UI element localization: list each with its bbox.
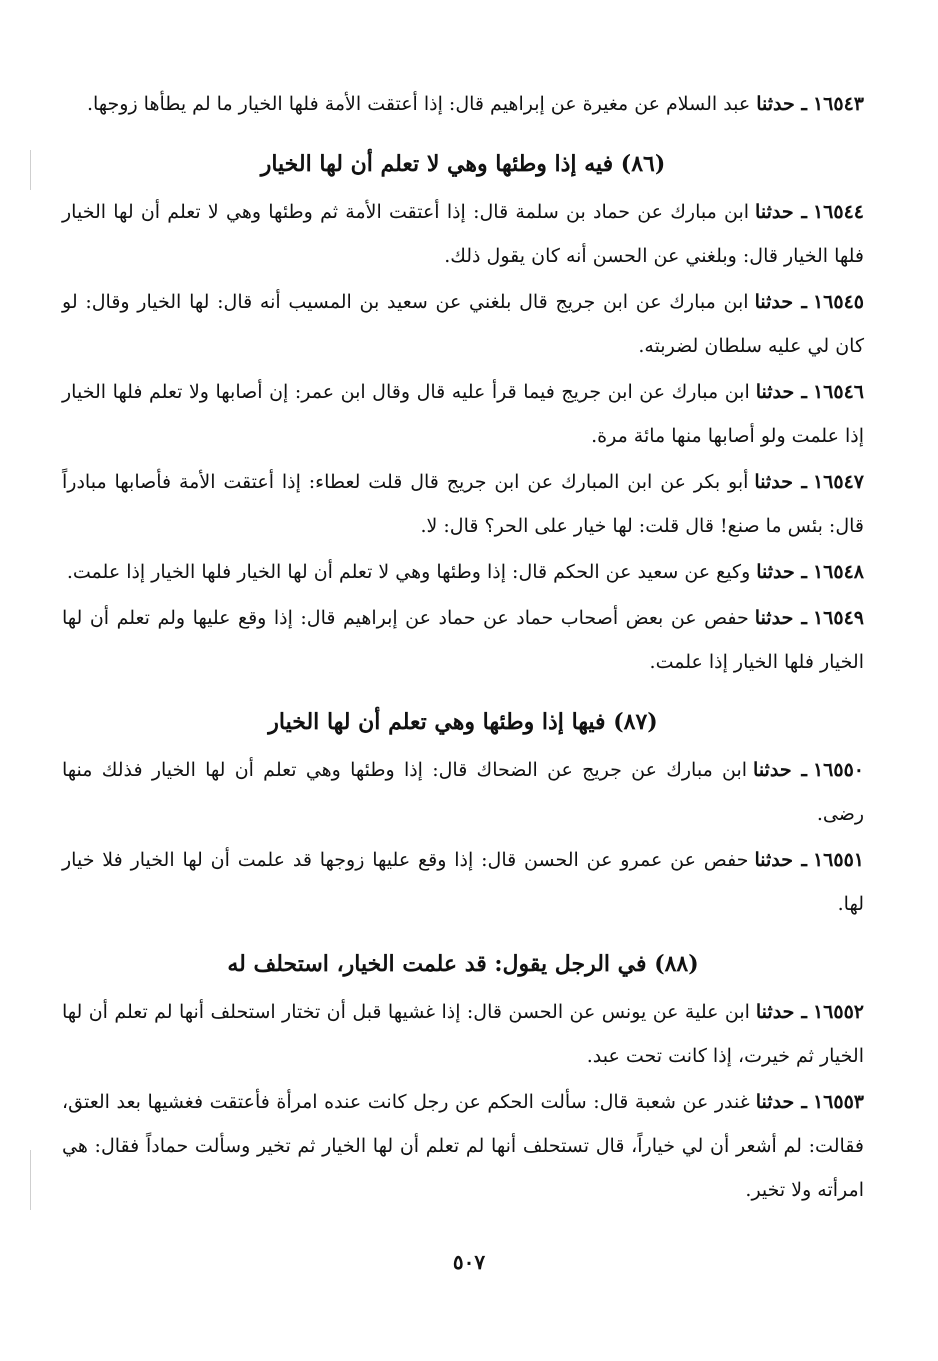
hadith-entry-16552 (62, 990, 864, 1078)
hadith-number: ١٦٥٤٥ (812, 291, 864, 313)
hadith-number: ١٦٥٤٩ (812, 607, 864, 629)
hadith-lead: ـ حدثنا (754, 849, 807, 871)
hadith-entry-16548 (62, 550, 864, 594)
hadith-number: ١٦٥٤٦ (812, 381, 864, 403)
hadith-lead: ـ حدثنا (755, 201, 807, 223)
hadith-number: ١٦٥٥٣ (812, 1091, 864, 1113)
hadith-entry-16546 (62, 370, 864, 458)
hadith-lead: ـ حدثنا (755, 1091, 807, 1113)
chapter-heading-88: (٨٨) في الرجل يقول: قد علمت الخيار، استحلف له (227, 951, 699, 977)
hadith-entry-16551 (62, 838, 864, 926)
document-page (62, 82, 864, 1214)
hadith-lead: ـ حدثنا (753, 759, 807, 781)
hadith-lead: ـ حدثنا (754, 291, 807, 313)
hadith-text: عبد السلام عن مغيرة عن إبراهيم قال: إذا أعتقت الأمة فلها الخيار ما لم يطأها زوجها. (86, 93, 751, 115)
hadith-number: ١٦٥٤٧ (812, 471, 864, 493)
hadith-text: حفص عن بعض أصحاب حماد عن حماد عن إبراهيم قال: إذا وقع عليها ولم تعلم أن لها الخيار فلها الخيار إذا علمت. (62, 607, 864, 673)
hadith-lead: ـ حدثنا (755, 381, 807, 403)
chapter-heading-87: (٨٧) فيها إذا وطئها وهي تعلم أن لها الخيار (268, 709, 658, 735)
hadith-entry-16545 (62, 280, 864, 368)
hadith-text: حفص عن عمرو عن الحسن قال: إذا وقع عليها زوجها قد علمت أن لها الخيار فلا خيار لها. (62, 849, 864, 915)
chapter-heading-86: (٨٦) فيه إذا وطئها وهي لا تعلم أن لها الخيار (260, 151, 666, 177)
hadith-entry-16547 (62, 460, 864, 548)
hadith-text: أبو بكر عن ابن المبارك عن ابن جريج قال قلت لعطاء: إذا أعتقت الأمة فأصابها مبادراً قال: بئس ما صنع! قال قلت: لها خيار على الحر؟ قال: لا. (62, 471, 864, 537)
hadith-text: غندر عن شعبة قال: سألت الحكم عن رجل كانت عنده امرأة فأعتقت فغشيها بعد العتق، فقالت: لم أشعر أن لي خياراً، قال تستحلف أنها لم تعلم أن لها الخيار ثم تخير وسألت حماداً فقال: هي امرأته ولا تخير. (62, 1091, 864, 1201)
hadith-entry-16550 (62, 748, 864, 836)
hadith-entry-16549 (62, 596, 864, 684)
page-edge-mark-top (30, 150, 31, 190)
hadith-lead: ـ حدثنا (756, 561, 807, 583)
hadith-number: ١٦٥٤٤ (812, 201, 864, 223)
hadith-text: ابن مبارك عن ابن جريج قال بلغني عن سعيد بن المسيب أنه قال: لها الخيار وقال: لو كان لي عليه سلطان لضربته. (62, 291, 864, 357)
hadith-lead: ـ حدثنا (754, 607, 807, 629)
hadith-lead: ـ حدثنا (756, 93, 807, 115)
hadith-text: ابن مبارك عن ابن جريج فيما قرأ عليه قال وقال ابن عمر: إن أصابها ولا تعلم فلها الخيار إذا علمت ولو أصابها منها مائة مرة. (62, 381, 864, 447)
hadith-text: ابن مبارك عن حماد بن سلمة قال: إذا أعتقت الأمة ثم وطئها وهي لا تعلم أن لها الخيار فلها الخيار قال: وبلغني عن الحسن أنه كان يقول ذلك. (62, 201, 864, 267)
hadith-number: ١٦٥٥٢ (812, 1001, 864, 1023)
hadith-text: ابن علية عن يونس عن الحسن قال: إذا غشيها قبل أن تختار استحلف أنها لم تعلم أن لها الخيار ثم خيرت، إذا كانت تحت عبد. (62, 1001, 864, 1067)
hadith-number: ١٦٥٤٣ (812, 93, 864, 115)
hadith-number: ١٦٥٥١ (812, 849, 864, 871)
page-number: ٥٠٧ (452, 1250, 486, 1274)
hadith-text: وكيع عن سعيد عن الحكم قال: إذا وطئها وهي لا تعلم أن لها الخيار فلها الخيار إذا علمت. (66, 561, 751, 583)
hadith-entry-16543 (62, 82, 864, 126)
hadith-entry-16553 (62, 1080, 864, 1212)
hadith-text: ابن مبارك عن جريج عن الضحاك قال: إذا وطئها وهي تعلم أن لها الخيار فذلك منها رضى. (62, 759, 864, 825)
hadith-lead: ـ حدثنا (754, 471, 807, 493)
hadith-lead: ـ حدثنا (755, 1001, 807, 1023)
page-edge-mark-bottom (30, 1150, 31, 1210)
hadith-number: ١٦٥٤٨ (812, 561, 864, 583)
hadith-entry-16544 (62, 190, 864, 278)
hadith-number: ١٦٥٥٠ (812, 759, 864, 781)
